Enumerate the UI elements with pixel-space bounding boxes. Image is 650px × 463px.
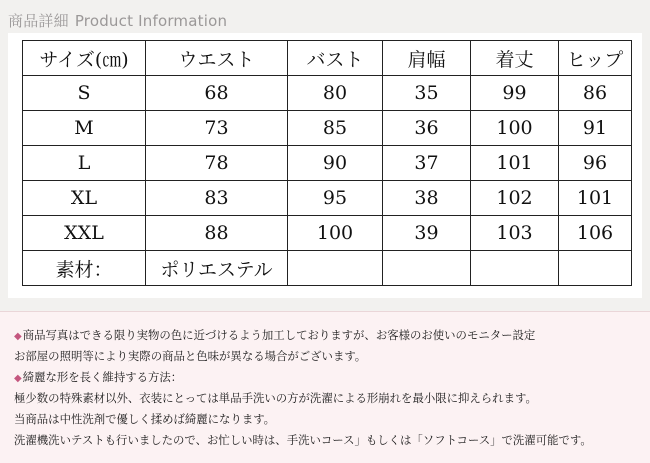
table-cell: XL bbox=[23, 181, 146, 216]
table-cell: 35 bbox=[383, 76, 471, 111]
size-table bbox=[22, 40, 632, 286]
table-cell: 85 bbox=[288, 111, 383, 146]
table-row bbox=[23, 146, 632, 181]
table-cell: L bbox=[23, 146, 146, 181]
table-row bbox=[23, 181, 632, 216]
table-cell: 88 bbox=[146, 216, 288, 251]
table-cell-empty bbox=[288, 251, 383, 286]
header-cell-length: 着丈 bbox=[471, 41, 559, 76]
care-notes bbox=[0, 311, 650, 463]
table-row bbox=[23, 216, 632, 251]
table-cell: 100 bbox=[288, 216, 383, 251]
table-row bbox=[23, 76, 632, 111]
table-cell-empty bbox=[471, 251, 559, 286]
table-cell: 91 bbox=[559, 111, 632, 146]
header-cell-shoulder: 肩幅 bbox=[383, 41, 471, 76]
material-row bbox=[23, 251, 632, 286]
material-label: 素材： bbox=[23, 251, 146, 286]
table-cell: 68 bbox=[146, 76, 288, 111]
table-cell: M bbox=[23, 111, 146, 146]
note-line: ◆商品写真はできる限り実物の色に近づけるよう加工しておりますが、お客様のお使いのモニター設定 bbox=[14, 328, 536, 342]
table-cell: 101 bbox=[559, 181, 632, 216]
table-cell: 102 bbox=[471, 181, 559, 216]
table-row bbox=[23, 111, 632, 146]
note-line: ◆綺麗な形を長く維持する方法： bbox=[14, 370, 183, 384]
header-cell-bust: バスト bbox=[288, 41, 383, 76]
table-cell: 103 bbox=[471, 216, 559, 251]
table-cell: 90 bbox=[288, 146, 383, 181]
table-cell: 96 bbox=[559, 146, 632, 181]
diamond-icon: ◆ bbox=[14, 373, 22, 384]
table-cell: 39 bbox=[383, 216, 471, 251]
table-cell: 80 bbox=[288, 76, 383, 111]
note-line: 極少数の特殊素材以外、衣装にとっては単品手洗いの方が洗濯による形崩れを最小限に抑えられます。 bbox=[14, 391, 537, 405]
table-cell: 83 bbox=[146, 181, 288, 216]
header-cell-size: サイズ(㎝) bbox=[23, 41, 146, 76]
table-header-row bbox=[23, 41, 632, 76]
table-cell: 86 bbox=[559, 76, 632, 111]
table-cell-empty bbox=[383, 251, 471, 286]
material-value: ポリエステル bbox=[146, 251, 288, 286]
section-header bbox=[8, 10, 227, 31]
table-cell: 101 bbox=[471, 146, 559, 181]
note-line: 当商品は中性洗剤で優しく揉めば綺麗になります。 bbox=[14, 412, 276, 426]
header-cell-hip: ヒップ bbox=[559, 41, 632, 76]
diamond-icon: ◆ bbox=[14, 331, 22, 342]
table-cell-empty bbox=[559, 251, 632, 286]
table-cell: XXL bbox=[23, 216, 146, 251]
table-cell: 99 bbox=[471, 76, 559, 111]
table-cell: 36 bbox=[383, 111, 471, 146]
header-title-en: Product Information bbox=[74, 12, 228, 30]
header-title-jp: 商品詳細 bbox=[8, 12, 69, 30]
table-cell: S bbox=[23, 76, 146, 111]
table-cell: 106 bbox=[559, 216, 632, 251]
table-cell: 38 bbox=[383, 181, 471, 216]
header-cell-waist: ウエスト bbox=[146, 41, 288, 76]
table-cell: 100 bbox=[471, 111, 559, 146]
table-cell: 73 bbox=[146, 111, 288, 146]
note-line: お部屋の照明等により実際の商品と色味が異なる場合がございます。 bbox=[14, 349, 367, 363]
table-cell: 95 bbox=[288, 181, 383, 216]
table-cell: 78 bbox=[146, 146, 288, 181]
table-cell: 37 bbox=[383, 146, 471, 181]
note-line: 洗濯機洗いテストも行いましたので、お忙しい時は、手洗いコース」もしくは「ソフトコース」で洗濯可能です。 bbox=[14, 433, 592, 447]
